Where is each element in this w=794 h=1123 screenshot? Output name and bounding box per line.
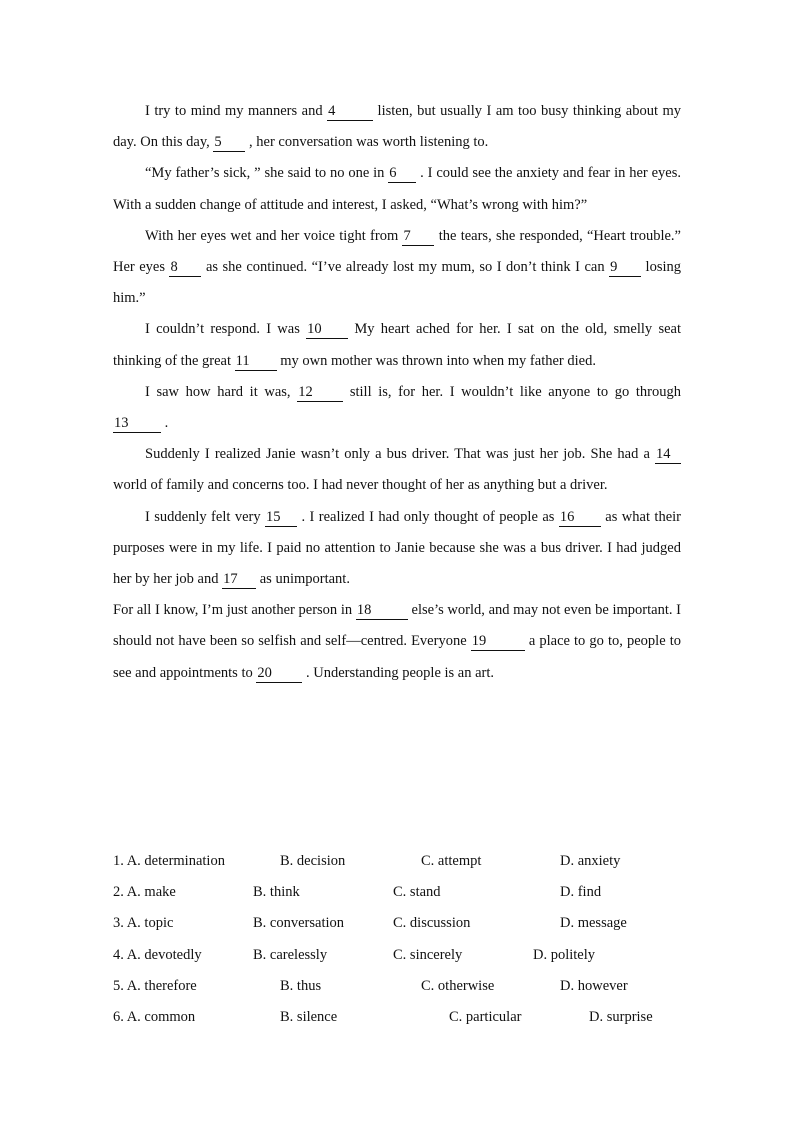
- passage-paragraph: [113, 595, 681, 689]
- option-row: [113, 1005, 713, 1036]
- answer-blank[interactable]: 11: [235, 353, 277, 371]
- passage-text: my own mother was thrown into when my father died.: [276, 352, 596, 369]
- answer-choice[interactable]: D. politely: [533, 946, 596, 963]
- answer-blank[interactable]: 16: [559, 509, 601, 527]
- answer-choice[interactable]: C. stand: [393, 884, 441, 901]
- passage-text: world of family and concerns too. I had never thought of her as anything but a driver.: [113, 477, 608, 494]
- passage-paragraph: [113, 158, 681, 220]
- option-row: [113, 943, 713, 974]
- passage-paragraph: [113, 377, 681, 439]
- answer-blank[interactable]: 12: [297, 384, 343, 402]
- passage-text: , her conversation was worth listening to.: [245, 134, 489, 151]
- answer-blank[interactable]: 10: [306, 321, 348, 339]
- answer-choice[interactable]: C. attempt: [421, 853, 482, 869]
- passage-paragraph: [113, 439, 681, 501]
- answer-blank[interactable]: 14: [655, 446, 681, 464]
- passage-paragraph: [113, 314, 681, 376]
- answer-choice[interactable]: B. silence: [280, 1008, 338, 1025]
- answer-blank[interactable]: 15: [265, 509, 297, 527]
- passage-text: losing him.”: [113, 259, 681, 307]
- option-row: [113, 849, 713, 880]
- passage-text: With her eyes wet and her voice tight from: [145, 227, 403, 244]
- option-row: [113, 880, 713, 911]
- passage-text: I couldn’t respond. I was: [145, 321, 307, 338]
- passage-text: the tears, she responded, “Heart trouble.” Her eyes: [113, 227, 681, 276]
- answer-blank[interactable]: 5: [213, 134, 245, 152]
- passage-paragraph: [113, 96, 681, 158]
- answer-choice[interactable]: 3. A. topic: [113, 915, 174, 932]
- answer-blank[interactable]: 6: [388, 165, 416, 183]
- answer-choice[interactable]: B. carelessly: [253, 946, 328, 963]
- passage-text: else’s world, and may not even be important. I should not have been so selfish and self—centred. Everyone: [113, 602, 681, 650]
- answer-choice[interactable]: C. sincerely: [393, 946, 463, 963]
- passage-text: For all I know, I’m just another person in: [113, 602, 356, 619]
- answer-choice[interactable]: 5. A. therefore: [113, 977, 197, 994]
- answer-choice[interactable]: C. discussion: [393, 915, 471, 932]
- passage-text: as what their purposes were in my life. I paid no attention to Janie because she was a bus driver. I had judged her by her job and: [113, 508, 681, 588]
- answer-choice[interactable]: C. particular: [449, 1008, 522, 1025]
- answer-blank[interactable]: 13: [113, 415, 161, 433]
- passage-text: as she continued. “I’ve already lost my mum, so I don’t think I can: [201, 259, 610, 276]
- answer-choice[interactable]: B. decision: [280, 853, 346, 869]
- answer-choice[interactable]: 1. A. determination: [113, 853, 225, 869]
- answer-choice[interactable]: D. find: [560, 884, 602, 901]
- passage-text: My heart ached for her. I sat on the old, smelly seat thinking of the great: [113, 321, 681, 369]
- passage-text: I saw how hard it was,: [145, 383, 298, 400]
- answer-blank[interactable]: 17: [222, 571, 256, 589]
- answer-options: [113, 849, 713, 1036]
- passage-text: I suddenly felt very: [145, 508, 266, 525]
- answer-blank[interactable]: 4: [327, 103, 373, 121]
- answer-blank[interactable]: 8: [169, 259, 201, 277]
- answer-choice[interactable]: D. however: [560, 977, 628, 994]
- answer-choice[interactable]: 2. A. make: [113, 884, 176, 901]
- passage-text: a place to go to, people to see and appointments to: [113, 633, 681, 681]
- answer-choice[interactable]: B. conversation: [253, 915, 345, 932]
- passage-text: listen, but usually I am too busy thinking about my day. On this day,: [113, 103, 681, 151]
- passage-paragraph: [113, 221, 681, 315]
- answer-blank[interactable]: 7: [402, 228, 434, 246]
- answer-choice[interactable]: 6. A. common: [113, 1008, 196, 1025]
- passage-text: I try to mind my manners and: [145, 103, 328, 119]
- cloze-passage: [113, 96, 681, 689]
- passage-text: “My father’s sick, ” she said to no one in: [145, 165, 389, 182]
- answer-choice[interactable]: B. thus: [280, 977, 322, 994]
- answer-choice[interactable]: C. otherwise: [421, 977, 495, 994]
- passage-text: as unimportant.: [256, 571, 350, 588]
- passage-text: . I realized I had only thought of people as: [297, 508, 559, 525]
- passage-paragraph: [113, 502, 681, 596]
- answer-choice[interactable]: B. think: [253, 884, 300, 901]
- answer-choice[interactable]: D. message: [560, 915, 627, 932]
- passage-text: still is, for her. I wouldn’t like anyone to go through: [343, 383, 681, 400]
- passage-text: . Understanding people is an art.: [302, 664, 495, 681]
- passage-text: .: [161, 415, 169, 432]
- answer-blank[interactable]: 20: [256, 665, 302, 683]
- answer-blank[interactable]: 19: [471, 633, 525, 651]
- answer-choice[interactable]: D. anxiety: [560, 853, 621, 869]
- option-row: [113, 974, 713, 1005]
- passage-text: . I could see the anxiety and fear in her eyes. With a sudden change of attitude and interest, I asked, “What’s wrong with him?”: [113, 165, 681, 213]
- answer-blank[interactable]: 18: [356, 602, 408, 620]
- answer-blank[interactable]: 9: [609, 259, 641, 277]
- answer-choice[interactable]: D. surprise: [589, 1008, 653, 1025]
- option-row: [113, 911, 713, 942]
- passage-text: Suddenly I realized Janie wasn’t only a bus driver. That was just her job. She had a: [145, 446, 655, 463]
- answer-choice[interactable]: 4. A. devotedly: [113, 946, 202, 963]
